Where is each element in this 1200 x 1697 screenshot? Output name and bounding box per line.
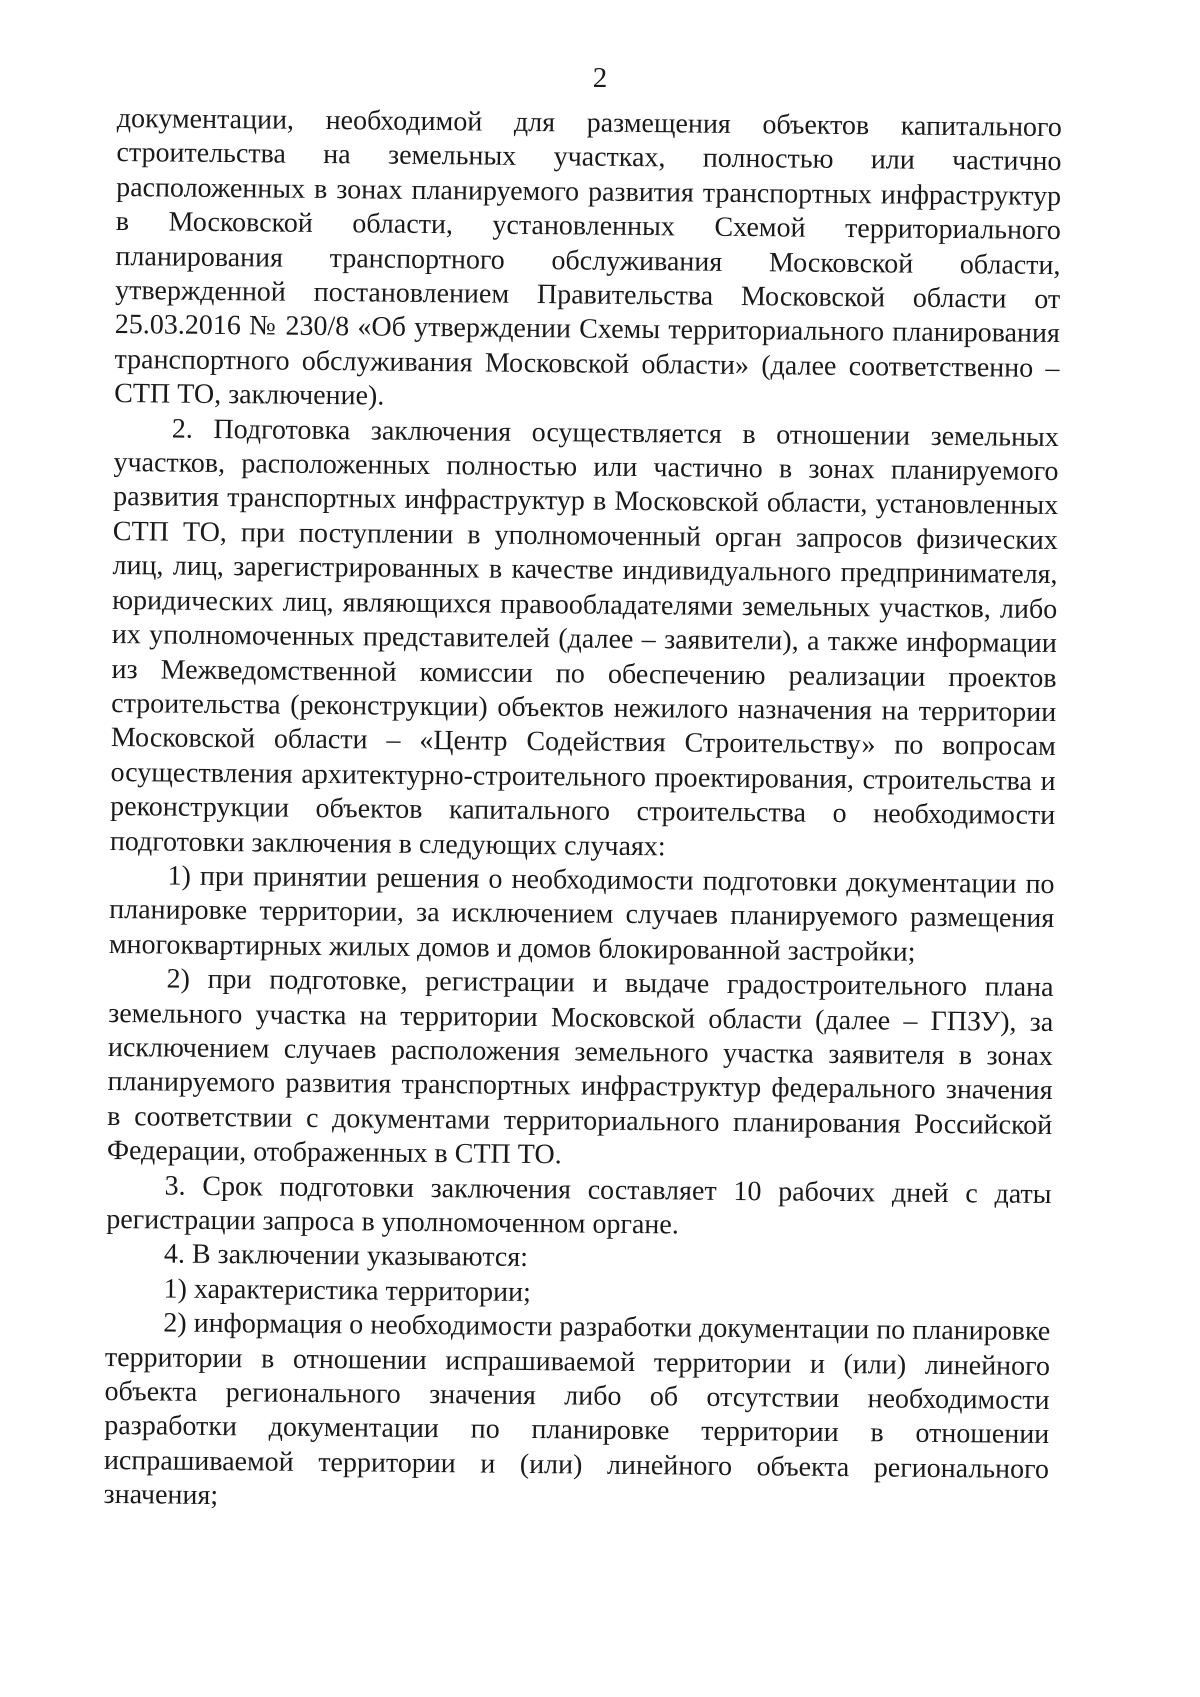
paragraph-item-4: 4. В заключении указываются: (163, 1238, 529, 1274)
paragraph-subitem-4-1: 1) характеристика территории; (163, 1273, 531, 1308)
paragraph-item-2: 2. Подготовка заключения осуществляется в отношении земельных участков, расположенных полностью или частично в зонах планируемого развития транспортных инфраструктур в Московской области, установленных СТП ТО, при поступлении в уполномоченный орган запросов физических лиц, лиц, зарегистрированных в качестве индивидуального предпринимателя, юридических лиц, являющихся правообладателями земельных участков, либо их уполномоченных представителей (далее – заявители), а также информации из Межведомственной комиссии по обеспечению реализации проектов строительства (реконструкции) объектов нежилого назначения на территории Московской области – «Центр Содействия Строительству» по вопросам осуществления архитектурно-строительного проектирования, строительства и реконструкции объектов капитального строительства о необходимости подготовки заключения в следующих случаях: (109, 413, 1059, 862)
paragraph-subitem-2-2: 2) при подготовке, регистрации и выдаче градостроительного плана земельного участка на территории Московской области (далее – ГПЗУ), за исключением случаев расположения земельного участка заявителя в зонах планируемого развития транспортных инфраструктур федерального значения в соответствии с документами территориального планирования Российской Федерации, отображенных в СТП ТО. (106, 963, 1054, 1171)
paragraph-item-3: 3. Срок подготовки заключения составляет 10 рабочих дней с даты регистрации запроса в уполномоченном органе. (106, 1170, 1052, 1241)
paragraph-subitem-2-1: 1) при принятии решения о необходимости подготовки документации по планировке территории, за исключением случаев планируемого размещения многоквартирных жилых домов и домов блокированной застройки; (108, 860, 1055, 968)
paragraph-subitem-4-2: 2) информация о необходимости разработки документации по планировке территории в отношении испрашиваемой территории и (или) линейного объекта регионального значения либо об отсутствии необходимости разработки документации по планировке территории в отношении испрашиваемой территории и (или) линейного объекта регионального значения; (103, 1307, 1051, 1512)
document-body (103, 102, 1061, 1522)
page-number: 2 (592, 62, 608, 94)
paragraph-continuation: документации, необходимой для размещения объектов капитального строительства на земельных участках, полностью или частично расположенных в зонах планируемого развития транспортных инфраструктур в Московской области, установленных Схемой территориального планирования транспортного обслуживания Московской области, утвержденной постановлением Правительства Московской области от 25.03.2016 № 230/8 «Об утверждении Схемы территориального планирования транспортного обслуживания Московской области» (далее соответственно – СТП ТО, заключение). (114, 102, 1062, 412)
